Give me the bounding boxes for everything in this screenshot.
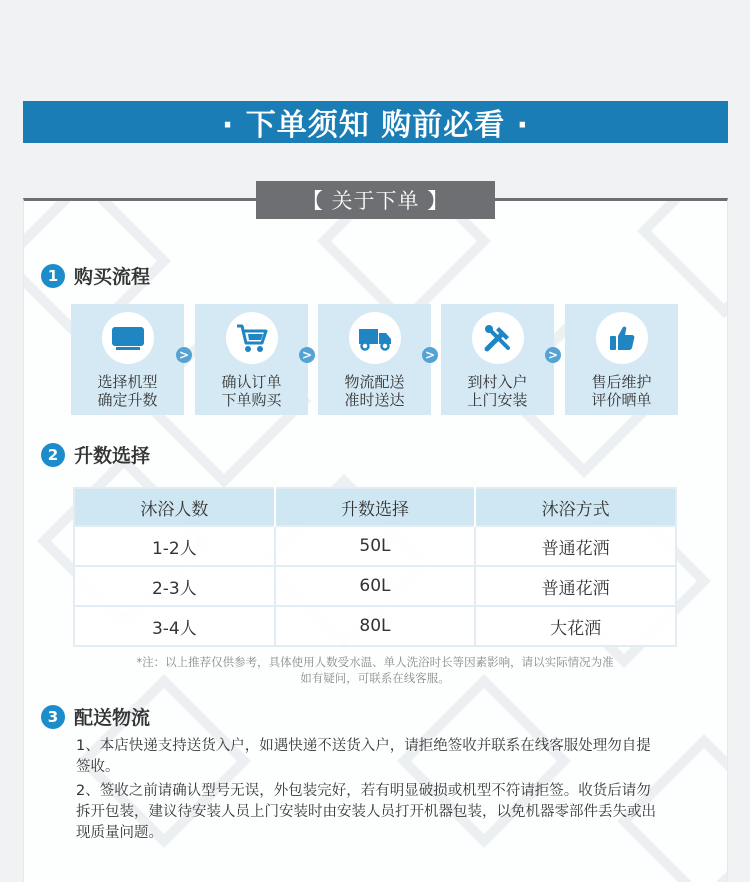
step-label-line1: 售后维护	[591, 373, 652, 391]
column-header: 沐浴方式	[475, 488, 676, 526]
table-note	[100, 654, 650, 686]
column-header: 升数选择	[275, 488, 476, 526]
banner-title: · 下单须知 购前必看 ·	[221, 108, 530, 143]
section-title: 购买流程	[74, 266, 151, 288]
step-label-line2: 下单购买	[221, 391, 282, 409]
table-row	[74, 606, 676, 646]
delivery-paragraph-2: 2、签收之前请确认型号无误，外包装完好，若有明显破损或机型不符请拒签。收货后请勿拆开包装，建议待安装人员上门安装时由安装人员打开机器包装，以免机器零部件丢失或出现质量问题。	[76, 783, 656, 841]
tablet-icon	[110, 324, 146, 352]
section-number-badge: 3	[41, 705, 65, 729]
section-title: 升数选择	[74, 445, 151, 467]
column-header: 沐浴人数	[74, 488, 275, 526]
step-arrow-icon: >	[545, 347, 561, 363]
step-arrow-icon: >	[422, 347, 438, 363]
page-banner	[23, 101, 728, 143]
table-cell: 1-2人	[74, 526, 275, 566]
step-label-line1: 到村入户	[467, 373, 528, 391]
table-row	[74, 566, 676, 606]
tools-icon	[482, 322, 514, 354]
step-confirm-order	[195, 304, 308, 415]
step-label-line2: 评价晒单	[591, 391, 652, 409]
section-number-badge: 1	[41, 264, 65, 288]
step-arrow-icon: >	[299, 347, 315, 363]
step-installation	[441, 304, 554, 415]
step-label-line2: 准时送达	[344, 391, 405, 409]
thumbs-up-icon	[607, 323, 637, 353]
step-logistics	[318, 304, 431, 415]
step-label-line1: 选择机型	[97, 373, 158, 391]
step-label-line2: 上门安装	[467, 391, 528, 409]
section-purchase-process	[41, 262, 150, 289]
table-cell: 50L	[275, 526, 476, 566]
table-cell: 80L	[275, 606, 476, 646]
cart-icon	[235, 322, 269, 354]
step-label-line1: 确认订单	[221, 373, 282, 391]
table-cell: 3-4人	[74, 606, 275, 646]
step-after-sales	[565, 304, 678, 415]
table-cell: 大花洒	[475, 606, 676, 646]
panel-title: 【 关于下单 】	[256, 181, 495, 219]
table-row	[74, 526, 676, 566]
table-cell: 60L	[275, 566, 476, 606]
table-header-row	[74, 488, 676, 526]
step-select-model	[71, 304, 184, 415]
note-line2: 如有疑问，可联系在线客服。	[300, 671, 450, 685]
table-cell: 普通花洒	[475, 526, 676, 566]
truck-icon	[357, 324, 393, 352]
section-title: 配送物流	[74, 707, 151, 729]
table-cell: 普通花洒	[475, 566, 676, 606]
note-line1: *注：以上推荐仅供参考，具体使用人数受水温、单人洗浴时长等因素影响，请以实际情况为准	[136, 655, 614, 669]
delivery-paragraph-1: 1、本店快递支持送货入户，如遇快递不送货入户，请拒绝签收并联系在线客服处理勿自提签收。	[76, 738, 651, 775]
step-arrow-icon: >	[176, 347, 192, 363]
section-number-badge: 2	[41, 443, 65, 467]
step-label-line2: 确定升数	[97, 391, 158, 409]
section-delivery	[41, 703, 150, 730]
section-capacity	[41, 441, 150, 468]
capacity-table	[73, 487, 677, 647]
table-cell: 2-3人	[74, 566, 275, 606]
step-label-line1: 物流配送	[344, 373, 405, 391]
